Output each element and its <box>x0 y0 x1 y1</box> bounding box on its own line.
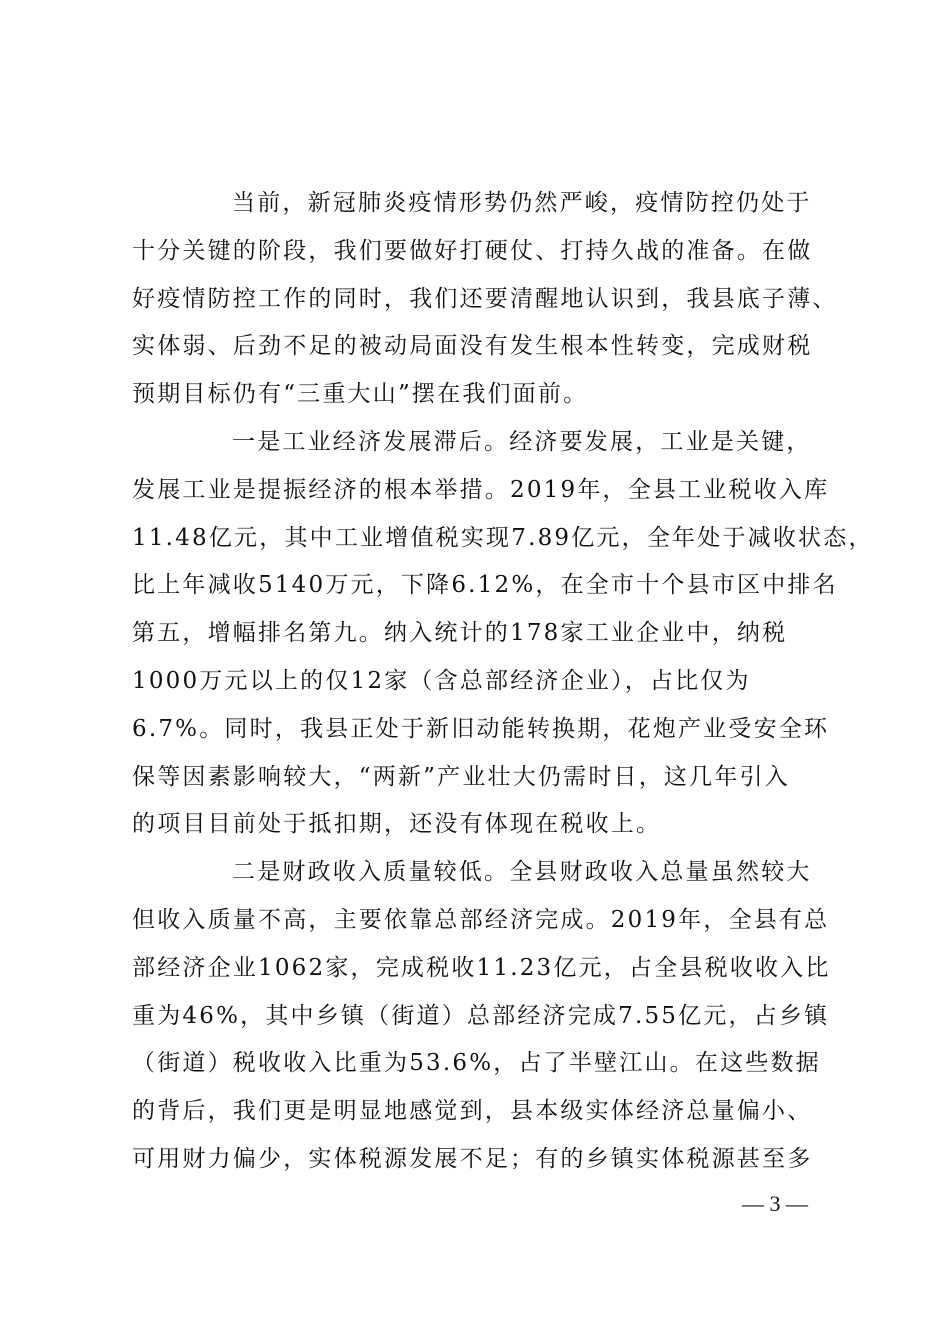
paragraph-fiscal-revenue <box>132 849 832 1184</box>
text-line: 发展工业是提振经济的根本举措。2019年，全县工业税收入库 <box>132 476 830 503</box>
document-body <box>132 180 874 1184</box>
text-line: 保等因素影响较大，“两新”产业壮大仍需时日，这几年引入 <box>132 763 790 790</box>
paragraph-current-situation <box>132 180 838 419</box>
text-line: 预期目标仍有“三重大山”摆在我们面前。 <box>132 381 589 408</box>
text-line: 实体弱、后劲不足的被动局面没有发生根本性转变，完成财税 <box>132 333 813 360</box>
text-line: 6.7%。同时，我县正处于新旧动能转换期，花炮产业受安全环 <box>132 715 830 742</box>
text-line: 二是财政收入质量较低。全县财政收入总量虽然较大 <box>232 859 812 886</box>
text-line: 一是工业经济发展滞后。经济要发展，工业是关键， <box>232 428 812 455</box>
text-line: 十分关键的阶段，我们要做好打硬仗、打持久战的准备。在做 <box>132 237 813 264</box>
text-line: 好疫情防控工作的同时，我们还要清醒地认识到，我县底子薄、 <box>132 285 838 312</box>
text-line: 1000万元以上的仅12家（含总部经济企业），占比仅为 <box>132 667 751 694</box>
text-line: 11.48亿元，其中工业增值税实现7.89亿元，全年处于减收状态， <box>132 524 874 551</box>
text-line: 第五，增幅排名第九。纳入统计的178家工业企业中，纳税 <box>132 620 788 647</box>
text-line: 重为46%，其中乡镇（街道）总部经济完成7.55亿元，占乡镇 <box>132 1002 830 1029</box>
text-line: 部经济企业1062家，完成税收11.23亿元，占全县税收收入比 <box>132 954 831 981</box>
text-line: 的背后，我们更是明显地感觉到，县本级实体经济总量偏小、 <box>132 1098 813 1125</box>
text-line: 可用财力偏少，实体税源发展不足；有的乡镇实体税源甚至多 <box>132 1145 813 1172</box>
paragraph-industrial-economy <box>132 419 874 849</box>
text-line: 的项目目前处于抵扣期，还没有体现在税收上。 <box>132 811 662 838</box>
page-number: — 3 — <box>742 1191 808 1216</box>
text-line: （街道）税收收入比重为53.6%，占了半壁江山。在这些数据 <box>132 1050 821 1077</box>
text-line: 但收入质量不高，主要依靠总部经济完成。2019年，全县有总 <box>132 906 830 933</box>
text-line: 比上年减收5140万元，下降6.12%，在全市十个县市区中排名 <box>132 572 838 599</box>
text-line: 当前，新冠肺炎疫情形势仍然严峻，疫情防控仍处于 <box>232 190 812 216</box>
